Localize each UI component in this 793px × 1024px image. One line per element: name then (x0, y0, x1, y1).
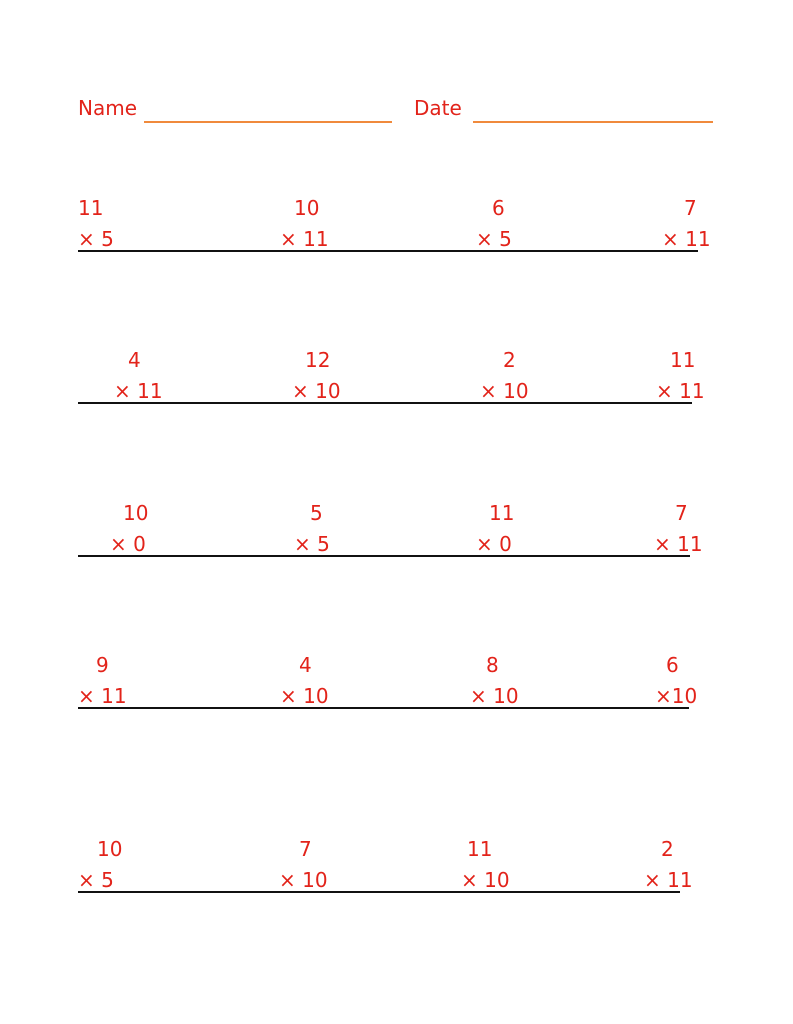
problem-row-3 (0, 501, 793, 561)
problem-row-5 (0, 837, 793, 897)
problem-top-number: 7 (684, 196, 697, 220)
problem-row-2 (0, 348, 793, 408)
problem-top-number: 2 (661, 837, 674, 861)
problem-top-number: 11 (670, 348, 696, 372)
problem-multiplier: × 10 (279, 868, 328, 892)
problem-multiplier: × 5 (78, 868, 114, 892)
problem-top-number: 11 (78, 196, 104, 220)
problem-top-number: 10 (97, 837, 123, 861)
problem-multiplier: × 11 (662, 227, 711, 251)
name-label: Name (78, 96, 138, 120)
answer-line (78, 891, 680, 893)
problem-top-number: 7 (299, 837, 312, 861)
problem-top-number: 11 (467, 837, 493, 861)
problem-multiplier: × 5 (294, 532, 330, 556)
problem-multiplier: × 11 (654, 532, 703, 556)
name-field-line[interactable] (144, 121, 392, 123)
problem-multiplier: × 11 (280, 227, 329, 251)
problem-top-number: 6 (666, 653, 679, 677)
problem-multiplier: × 11 (656, 379, 705, 403)
date-label: Date (414, 96, 462, 120)
problem-top-number: 4 (299, 653, 312, 677)
problem-multiplier: × 10 (470, 684, 519, 708)
answer-line (78, 707, 689, 709)
problem-top-number: 12 (305, 348, 331, 372)
problem-top-number: 7 (675, 501, 688, 525)
problem-top-number: 10 (294, 196, 320, 220)
problem-multiplier: × 0 (476, 532, 512, 556)
problem-top-number: 10 (123, 501, 149, 525)
problem-top-number: 9 (96, 653, 109, 677)
problem-top-number: 8 (486, 653, 499, 677)
problem-top-number: 11 (489, 501, 515, 525)
problem-row-4 (0, 653, 793, 713)
problem-multiplier: × 11 (114, 379, 163, 403)
problem-multiplier: × 11 (78, 684, 127, 708)
problem-multiplier: × 5 (78, 227, 114, 251)
problem-multiplier: × 0 (110, 532, 146, 556)
problem-top-number: 5 (310, 501, 323, 525)
answer-line (78, 250, 698, 252)
problem-row-1 (0, 196, 793, 256)
problem-multiplier: × 10 (461, 868, 510, 892)
date-field-line[interactable] (473, 121, 713, 123)
problem-multiplier: × 10 (292, 379, 341, 403)
answer-line (78, 555, 690, 557)
problem-multiplier: × 10 (280, 684, 329, 708)
problem-multiplier: × 5 (476, 227, 512, 251)
problem-multiplier: × 11 (644, 868, 693, 892)
problem-multiplier: × 10 (480, 379, 529, 403)
problem-multiplier: ×10 (655, 684, 698, 708)
problem-top-number: 2 (503, 348, 516, 372)
answer-line (78, 402, 692, 404)
problem-top-number: 6 (492, 196, 505, 220)
problem-top-number: 4 (128, 348, 141, 372)
